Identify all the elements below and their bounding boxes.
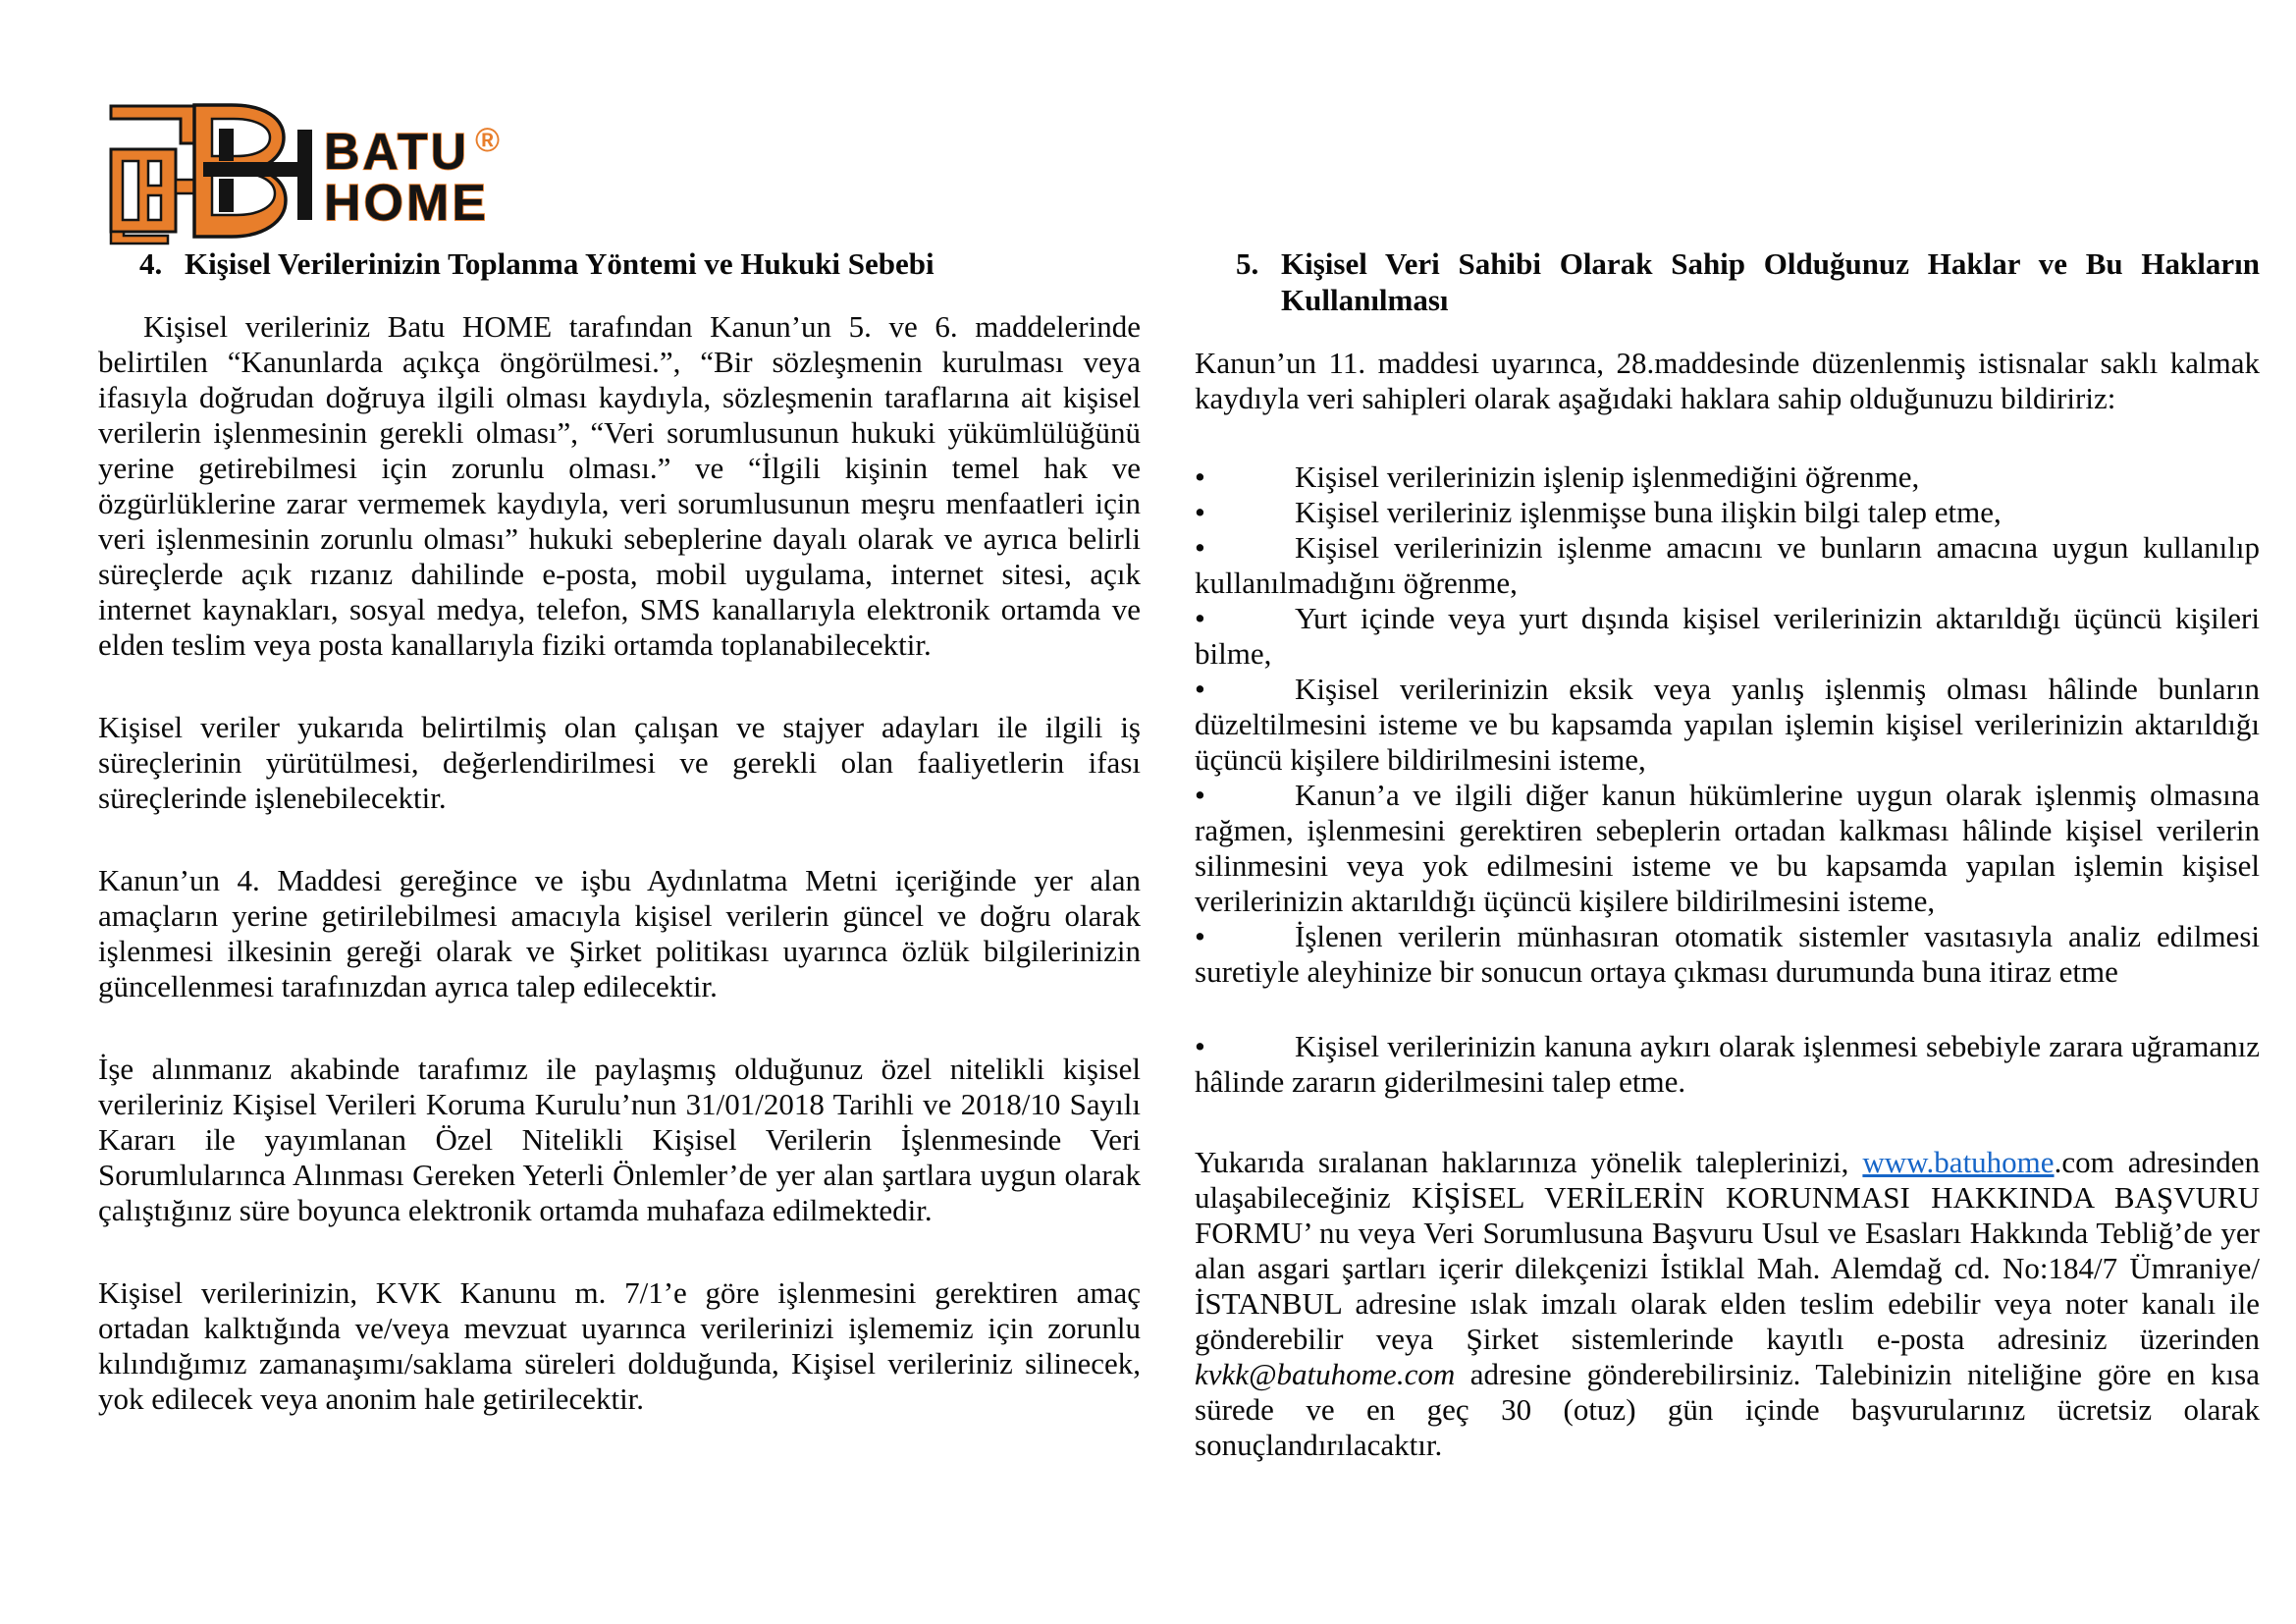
bullet-icon: •	[1195, 672, 1205, 706]
list-item	[1195, 1029, 2260, 1100]
batu-home-logo-icon	[108, 102, 507, 245]
list-item	[1195, 601, 2260, 672]
list-item	[1195, 778, 2260, 919]
bullet-icon: •	[1195, 778, 1205, 812]
section-5-title: Kişisel Veri Sahibi Olarak Sahip Olduğunuz Haklar ve Bu Hakların Kullanılması	[1281, 246, 2260, 317]
application-instructions-paragraph	[1195, 1145, 2260, 1463]
bullet-icon: •	[1195, 495, 1205, 529]
logo-wordmark	[324, 122, 500, 232]
left-column	[98, 245, 1141, 1417]
logo-brand-top: BATU	[324, 124, 469, 181]
bullet-icon: •	[1195, 460, 1205, 494]
list-item-text: Kişisel verilerinizin kanuna aykırı olarak işlenmesi sebebiyle zarara uğramanız hâlinde zararın giderilmesini talep etme.	[1195, 1029, 2260, 1099]
section-4-heading	[98, 245, 1141, 282]
list-item-text: Kişisel verilerinizin eksik veya yanlış işlenmiş olması hâlinde bunların düzeltilmesini isteme ve bu kapsamda yapılan işlemin kişisel verilerinizin aktarıldığı üçüncü kişilere bildirilmesini isteme,	[1195, 672, 2260, 777]
list-item-text: Kanun’a ve ilgili diğer kanun hükümlerine uygun olarak işlenmiş olmasına rağmen, işlenmesini gerektiren sebeplerin ortadan kalkması hâlinde kişisel verilerin silinmesini veya yok edilmesini isteme ve bu kapsamda yapılan işlemin kişisel verilerinizin aktarıldığı üçüncü kişilere bildirilmesini isteme,	[1195, 778, 2260, 918]
list-item	[1195, 495, 2260, 530]
closing-text: adresine gönderebilirsiniz. Talebinizin niteliğine göre en kısa sürede ve en geç 30 (otuz) gün içinde başvurularınız ücretsiz olarak sonuçlandırılacaktır.	[1195, 1357, 2260, 1462]
section-4-number: 4.	[139, 246, 163, 281]
list-item	[1195, 672, 2260, 778]
rights-intro-paragraph: Kanun’un 11. maddesi uyarınca, 28.maddesinde düzenlenmiş istisnalar saklı kalmak kaydıyla veri sahipleri olarak aşağıdaki haklara sahip olduğunuzu bildiririz:	[1195, 346, 2260, 415]
paragraph: Kişisel veriler yukarıda belirtilmiş olan çalışan ve stajyer adayları ile ilgili iş süreçlerinin yürütülmesi, değerlendirilmesi ve gerekli olan faaliyetlerin ifası süreçlerinde işlenebilecektir.	[98, 710, 1141, 815]
brand-logo	[108, 102, 507, 245]
kvkk-email-address: kvkk@batuhome.com	[1195, 1357, 1456, 1391]
list-item	[1195, 460, 2260, 495]
list-item-text: Kişisel verilerinizin işlenme amacını ve bunların amacına uygun kullanılıp kullanılmadığını öğrenme,	[1195, 530, 2260, 600]
logo-monogram	[111, 105, 312, 244]
list-item	[1195, 919, 2260, 990]
paragraph: İşe alınmanız akabinde tarafımız ile paylaşmış olduğunuz özel nitelikli kişisel verileriniz Kişisel Verileri Koruma Kurulu’nun 31/01/2018 Tarihli ve 2018/10 Sayılı Kararı ile yayımlanan Özel Nitelikli Kişisel Verilerin İşlenmesinde Veri Sorumlularınca Alınması Gereken Yeterli Önlemler’de yer alan şartlara uygun olarak çalıştığınız süre boyunca elektronik ortamda muhafaza edilmektedir.	[98, 1052, 1141, 1227]
list-item	[1195, 530, 2260, 601]
section-5-number: 5.	[1236, 246, 1259, 281]
list-item-text: Kişisel verilerinizin işlenip işlenmediğini öğrenme,	[1295, 460, 1920, 494]
paragraph: Kanun’un 4. Maddesi gereğince ve işbu Aydınlatma Metni içeriğinde yer alan amaçların yerine getirilebilmesi amacıyla kişisel verilerin güncel ve doğru olarak işlenmesi ilkesinin gereği olarak ve Şirket politikası uyarınca özlük bilgilerinizin güncellenmesi tarafınızdan ayrıca talep edilecektir.	[98, 863, 1141, 1003]
list-item-text: Kişisel verileriniz işlenmişse buna ilişkin bilgi talep etme,	[1295, 495, 2002, 529]
paragraph: Kişisel verilerinizin, KVK Kanunu m. 7/1’e göre işlenmesini gerektiren amaç ortadan kalktığında ve/veya mevzuat uyarınca verilerinizi işlememiz için zorunlu kılındığımız zamanaşımı/saklama süreleri dolduğunda, Kişisel verileriniz silinecek, yok edilecek veya anonim hale getirilecektir.	[98, 1275, 1141, 1416]
bullet-icon: •	[1195, 530, 1205, 565]
closing-text: Yukarıda sıralanan haklarınıza yönelik taleplerinizi,	[1195, 1145, 1863, 1179]
registered-trademark-icon: ®	[475, 122, 501, 159]
list-item-text: İşlenen verilerin münhasıran otomatik sistemler vasıtasıyla analiz edilmesi suretiyle aleyhinize bir sonucun ortaya çıkması durumunda buna itiraz etme	[1195, 919, 2260, 989]
logo-brand-bottom: HOME	[324, 175, 489, 232]
list-item-text: Yurt içinde veya yurt dışında kişisel verilerinizin aktarıldığı üçüncü kişileri bilme,	[1195, 601, 2260, 671]
paragraph: Kişisel verileriniz Batu HOME tarafından Kanun’un 5. ve 6. maddelerinde belirtilen “Kanunlarda açıkça öngörülmesi.”, “Bir sözleşmenin kurulması veya ifasıyla doğrudan doğruya ilgili olması kaydıyla, sözleşmenin taraflarına ait kişisel verilerin işlenmesinin gerekli olması”, “Veri sorumlusunun hukuki yükümlülüğünü yerine getirebilmesi için zorunlu olması.” ve “İlgili kişinin temel hak ve özgürlüklerine zarar vermemek kaydıyla, veri sorumlusunun meşru menfaatleri için veri işlenmesinin zorunlu olması” hukuki sebeplerine dayalı olarak ve ayrıca belirli süreçlerde açık rızanız dahilinde e-posta, mobil uygulama, internet sitesi, açık internet kaynakları, sosyal medya, telefon, SMS kanallarıyla elektronik ortamda ve elden teslim veya posta kanallarıyla fiziki ortamda toplanabilecektir.	[98, 309, 1141, 662]
bullet-icon: •	[1195, 1029, 1205, 1063]
right-column	[1195, 245, 2260, 1463]
closing-text: .com adresinden ulaşabileceğiniz KİŞİSEL VERİLERİN KORUNMASI HAKKINDA BAŞVURU FORMU’ nu veya Veri Sorumlusuna Başvuru Usul ve Esasları Hakkında Tebliğ’de yer alan asgari şartları içerir dilekçenizi İstiklal Mah. Alemdağ cd. No:184/7 Ümraniye/İSTANBUL adresine ıslak imzalı olarak elden teslim edebilir veya noter kanalı ile gönderebilir veya Şirket sistemlerinde kayıtlı e-posta adresiniz üzerinden	[1195, 1145, 2260, 1356]
bullet-icon: •	[1195, 601, 1205, 635]
batuhome-website-link[interactable]: www.batuhome	[1862, 1145, 2055, 1179]
section-5-heading	[1195, 245, 2260, 318]
section-4-title: Kişisel Verilerinizin Toplanma Yöntemi ve Hukuki Sebebi	[185, 246, 934, 281]
bullet-icon: •	[1195, 919, 1205, 953]
